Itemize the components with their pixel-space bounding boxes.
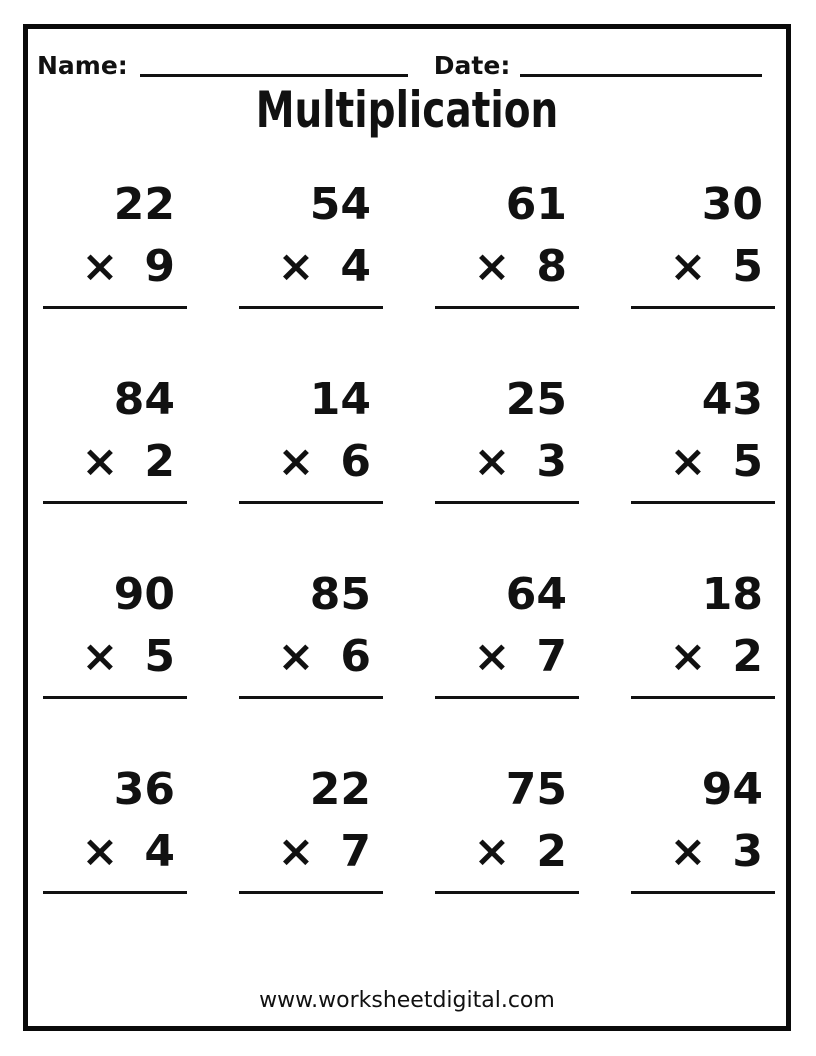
times-sign-icon: ×	[669, 241, 707, 292]
problems-grid	[43, 170, 775, 950]
footer-url: www.worksheetdigital.com	[259, 988, 555, 1013]
multiplicand: 22	[309, 764, 371, 815]
multiplicand: 90	[113, 569, 175, 620]
times-sign-icon: ×	[81, 826, 119, 877]
answer-line	[631, 501, 775, 504]
multiplicand: 61	[505, 179, 567, 230]
multiplicand: 85	[309, 569, 371, 620]
multiplier: 2	[732, 631, 763, 682]
date-blank-line	[520, 67, 762, 77]
multiplier: 5	[732, 436, 763, 487]
multiplicand: 25	[505, 374, 567, 425]
times-sign-icon: ×	[81, 241, 119, 292]
multiplicand: 84	[113, 374, 175, 425]
multiplier-row	[239, 823, 383, 881]
times-sign-icon: ×	[473, 631, 511, 682]
problem-2	[239, 170, 383, 365]
multiplicand: 30	[701, 179, 763, 230]
times-sign-icon: ×	[473, 436, 511, 487]
problem-1	[43, 170, 187, 365]
problem-7	[435, 365, 579, 560]
answer-line	[239, 501, 383, 504]
problem-11	[435, 560, 579, 755]
multiplier: 4	[144, 826, 175, 877]
answer-line	[631, 696, 775, 699]
times-sign-icon: ×	[277, 631, 315, 682]
times-sign-icon: ×	[277, 826, 315, 877]
multiplier: 6	[340, 436, 371, 487]
multiplier: 7	[536, 631, 567, 682]
name-label: Name:	[37, 51, 128, 80]
multiplier-row	[239, 433, 383, 491]
times-sign-icon: ×	[81, 436, 119, 487]
multiplier-row	[631, 433, 775, 491]
problem-13	[43, 755, 187, 950]
answer-line	[435, 306, 579, 309]
multiplicand: 14	[309, 374, 371, 425]
multiplicand: 18	[701, 569, 763, 620]
answer-line	[43, 306, 187, 309]
multiplier-row	[631, 238, 775, 296]
times-sign-icon: ×	[669, 631, 707, 682]
multiplier: 8	[536, 241, 567, 292]
times-sign-icon: ×	[669, 826, 707, 877]
problem-12	[631, 560, 775, 755]
multiplier: 2	[144, 436, 175, 487]
times-sign-icon: ×	[277, 241, 315, 292]
multiplier: 7	[340, 826, 371, 877]
multiplier: 5	[732, 241, 763, 292]
problem-16	[631, 755, 775, 950]
times-sign-icon: ×	[473, 241, 511, 292]
multiplier-row	[435, 628, 579, 686]
problem-5	[43, 365, 187, 560]
problem-4	[631, 170, 775, 365]
answer-line	[239, 696, 383, 699]
problem-8	[631, 365, 775, 560]
answer-line	[631, 306, 775, 309]
answer-line	[239, 306, 383, 309]
times-sign-icon: ×	[81, 631, 119, 682]
multiplier-row	[435, 433, 579, 491]
answer-line	[239, 891, 383, 894]
answer-line	[43, 891, 187, 894]
worksheet-page	[23, 24, 791, 1031]
multiplier: 3	[536, 436, 567, 487]
multiplicand: 54	[309, 179, 371, 230]
multiplier-row	[43, 823, 187, 881]
page-title: Multiplication	[255, 81, 559, 139]
name-blank-line	[140, 67, 408, 77]
multiplier-row	[43, 628, 187, 686]
multiplier: 6	[340, 631, 371, 682]
multiplier-row	[43, 433, 187, 491]
multiplier-row	[631, 628, 775, 686]
multiplier-row	[631, 823, 775, 881]
multiplicand: 36	[113, 764, 175, 815]
multiplier-row	[239, 628, 383, 686]
problem-3	[435, 170, 579, 365]
answer-line	[435, 501, 579, 504]
answer-line	[43, 501, 187, 504]
multiplicand: 64	[505, 569, 567, 620]
answer-line	[631, 891, 775, 894]
multiplier: 2	[536, 826, 567, 877]
problem-10	[239, 560, 383, 755]
multiplicand: 22	[113, 179, 175, 230]
problem-6	[239, 365, 383, 560]
times-sign-icon: ×	[473, 826, 511, 877]
multiplier-row	[239, 238, 383, 296]
problem-15	[435, 755, 579, 950]
multiplier: 5	[144, 631, 175, 682]
multiplier-row	[435, 823, 579, 881]
multiplicand: 43	[701, 374, 763, 425]
problem-9	[43, 560, 187, 755]
multiplicand: 94	[701, 764, 763, 815]
problem-14	[239, 755, 383, 950]
times-sign-icon: ×	[277, 436, 315, 487]
multiplier-row	[43, 238, 187, 296]
times-sign-icon: ×	[669, 436, 707, 487]
multiplier: 3	[732, 826, 763, 877]
answer-line	[43, 696, 187, 699]
header	[37, 51, 777, 80]
answer-line	[435, 891, 579, 894]
multiplicand: 75	[505, 764, 567, 815]
multiplier: 4	[340, 241, 371, 292]
multiplier-row	[435, 238, 579, 296]
date-label: Date:	[433, 51, 511, 80]
answer-line	[435, 696, 579, 699]
multiplier: 9	[144, 241, 175, 292]
